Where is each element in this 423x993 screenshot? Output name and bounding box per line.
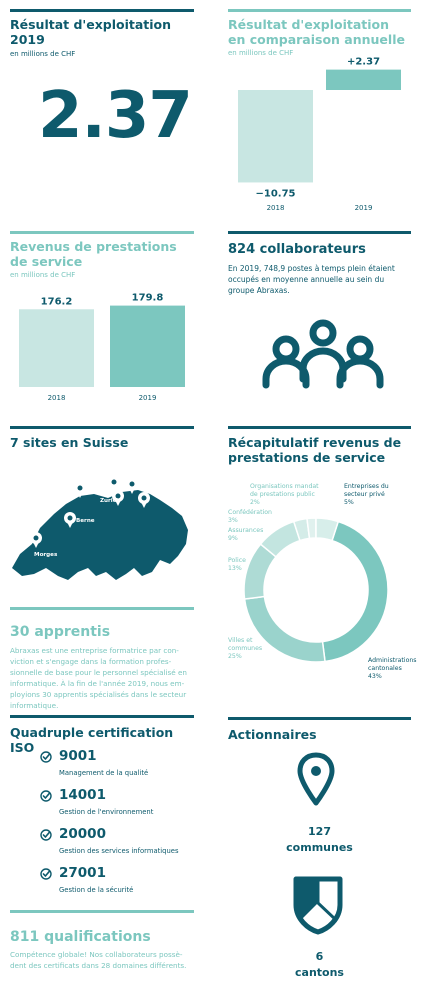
city-marker xyxy=(138,492,150,508)
summary-panel xyxy=(228,426,417,696)
iso-code: 20000 xyxy=(59,826,106,842)
shareholders-panel xyxy=(228,717,411,987)
marker-tip xyxy=(77,492,83,498)
service-revenue-donut xyxy=(228,476,417,696)
donut-label: de prestations public xyxy=(250,491,315,498)
check-circle-icon xyxy=(40,829,52,841)
city-label: Berne xyxy=(76,518,95,524)
iso-label: Gestion des services informatiques xyxy=(59,847,179,855)
revenue-chart xyxy=(10,286,194,406)
summary-title-1: Récapitulatif revenus de xyxy=(228,435,402,450)
donut-label: secteur privé xyxy=(344,491,385,498)
bar-2018 xyxy=(238,90,313,182)
marker-dot xyxy=(34,536,39,541)
city-marker xyxy=(126,478,138,494)
city-marker xyxy=(64,512,76,528)
check-circle-icon xyxy=(40,751,52,763)
donut-percent-label: 2% xyxy=(250,499,260,506)
operating-result-value: 2.37 xyxy=(38,79,192,153)
donut-label: Confédération xyxy=(228,509,272,516)
city-marker xyxy=(74,482,86,498)
summary-title-2: prestations de service xyxy=(228,450,386,465)
marker-tip xyxy=(141,502,147,508)
employees-panel xyxy=(228,231,411,406)
apprentices-text: Abraxas est une entreprise formatrice par con-viction et s'engage dans la formation profes-sionnelle de base pour le personnel spécialisé en informatique. À la fin de l'année 2019, nous em-ployions 30 apprentis spécialisés dans le secteur informatique. xyxy=(10,646,187,710)
revenue-title-1: Revenus de prestations xyxy=(10,239,177,254)
panel-rule xyxy=(10,231,194,234)
city-label: Saint-Gall xyxy=(153,484,184,490)
donut-label: Entreprises du xyxy=(344,483,389,490)
qualifications-text: Compétence globale! Nos collaborateurs possè-dent des certificats dans 28 domaines différents. xyxy=(10,950,187,970)
panel-rule xyxy=(228,9,411,12)
cantons-label: cantons xyxy=(295,966,344,979)
iso-code: 27001 xyxy=(59,865,106,881)
check-circle-icon xyxy=(40,868,52,880)
city-label: Frauenfeld xyxy=(134,470,168,476)
operating-result-title: Résultat d'exploitation 2019 xyxy=(10,17,172,47)
iso-label: Gestion de la sécurité xyxy=(59,886,134,894)
donut-percent-label: 9% xyxy=(228,535,238,542)
bar-2019 xyxy=(326,70,401,90)
donut-label: Police xyxy=(228,557,246,564)
annual-comparison-subtitle: en millions de CHF xyxy=(228,49,294,57)
city-marker xyxy=(108,476,120,492)
people-icon xyxy=(258,319,388,389)
marker-tip xyxy=(129,488,135,494)
iso-item xyxy=(40,865,190,901)
city-label: Morges xyxy=(34,552,58,558)
donut-label: cantonales xyxy=(368,665,402,672)
iso-panel xyxy=(10,715,194,903)
x-tick-label: 2018 xyxy=(47,394,66,402)
qualifications-title: 811 qualifications xyxy=(10,929,151,945)
annual-comparison-chart xyxy=(228,56,411,214)
marker-tip xyxy=(33,542,39,548)
city-label: Zurich xyxy=(100,498,121,504)
panel-rule xyxy=(10,9,194,12)
panel-rule xyxy=(228,717,411,720)
donut-label: Organisations mandat xyxy=(250,483,319,490)
panel-rule xyxy=(10,607,194,610)
panel-rule xyxy=(10,715,194,718)
apprentices-title: 30 apprentis xyxy=(10,624,111,640)
bar-2018 xyxy=(19,309,94,387)
bar-value-label: 176.2 xyxy=(40,296,73,308)
donut-percent-label: 5% xyxy=(344,499,354,506)
panel-rule xyxy=(228,426,411,429)
marker-dot xyxy=(112,480,117,485)
marker-dot xyxy=(68,516,73,521)
marker-dot xyxy=(142,496,147,501)
revenue-title-2: de service xyxy=(10,254,83,269)
cantons-value: 6 xyxy=(315,950,324,963)
communes-value: 127 xyxy=(308,825,331,838)
donut-label: communes xyxy=(228,645,263,652)
x-tick-label: 2019 xyxy=(138,394,157,402)
revenue-panel xyxy=(10,231,194,406)
marker-dot xyxy=(78,486,83,491)
x-tick-label: 2018 xyxy=(266,204,285,212)
iso-item xyxy=(40,748,190,784)
canton-shield-icon xyxy=(290,875,346,935)
city-label: Winterthur xyxy=(106,466,141,472)
iso-label: Management de la qualité xyxy=(59,769,149,777)
bar-2019 xyxy=(110,306,185,387)
donut-slice xyxy=(245,597,325,662)
iso-code: 14001 xyxy=(59,787,106,803)
iso-item xyxy=(40,826,190,862)
sites-title: 7 sites en Suisse xyxy=(10,435,129,450)
donut-percent-label: 13% xyxy=(228,565,242,572)
donut-percent-label: 43% xyxy=(368,673,382,680)
sites-panel xyxy=(10,426,194,596)
employees-title: 824 collaborateurs xyxy=(228,242,366,257)
donut-label: Assurances xyxy=(228,527,264,534)
shareholders-title: Actionnaires xyxy=(228,727,317,742)
annual-comparison-panel xyxy=(228,9,411,214)
city-marker xyxy=(30,532,42,548)
iso-label: Gestion de l'environnement xyxy=(59,808,154,816)
city-marker-layer xyxy=(10,426,194,596)
operating-result-subtitle: en millions de CHF xyxy=(10,50,76,58)
donut-percent-label: 3% xyxy=(228,517,238,524)
donut-slice xyxy=(323,522,388,662)
marker-tip xyxy=(67,522,73,528)
donut-label: Administrations xyxy=(368,657,417,664)
location-pin-icon xyxy=(296,751,336,807)
bar-value-label: −10.75 xyxy=(255,188,296,200)
annual-comparison-title-2: en comparaison annuelle xyxy=(228,32,405,47)
panel-rule xyxy=(228,231,411,234)
iso-code: 9001 xyxy=(59,748,97,764)
bar-value-label: 179.8 xyxy=(131,292,164,304)
employees-text: En 2019, 748,9 postes à temps plein étaient occupés en moyenne annuelle au sein du groupe Abraxas. xyxy=(228,264,395,295)
panel-rule xyxy=(10,910,194,913)
iso-item xyxy=(40,787,190,823)
operating-result-panel xyxy=(10,9,194,209)
donut-percent-label: 25% xyxy=(228,653,242,660)
communes-label: communes xyxy=(286,841,353,854)
x-tick-label: 2019 xyxy=(354,204,373,212)
bar-value-label: +2.37 xyxy=(346,56,381,68)
marker-dot xyxy=(130,482,135,487)
apprentices-panel xyxy=(10,607,194,712)
revenue-subtitle: en millions de CHF xyxy=(10,271,76,279)
qualifications-panel xyxy=(10,910,194,990)
city-label: Münchenstein xyxy=(58,472,103,478)
donut-label: Villes et xyxy=(228,637,253,644)
check-circle-icon xyxy=(40,790,52,802)
annual-comparison-title-1: Résultat d'exploitation xyxy=(228,17,390,32)
iso-title: Quadruple certification ISO xyxy=(10,725,174,755)
city-markers xyxy=(10,426,194,600)
